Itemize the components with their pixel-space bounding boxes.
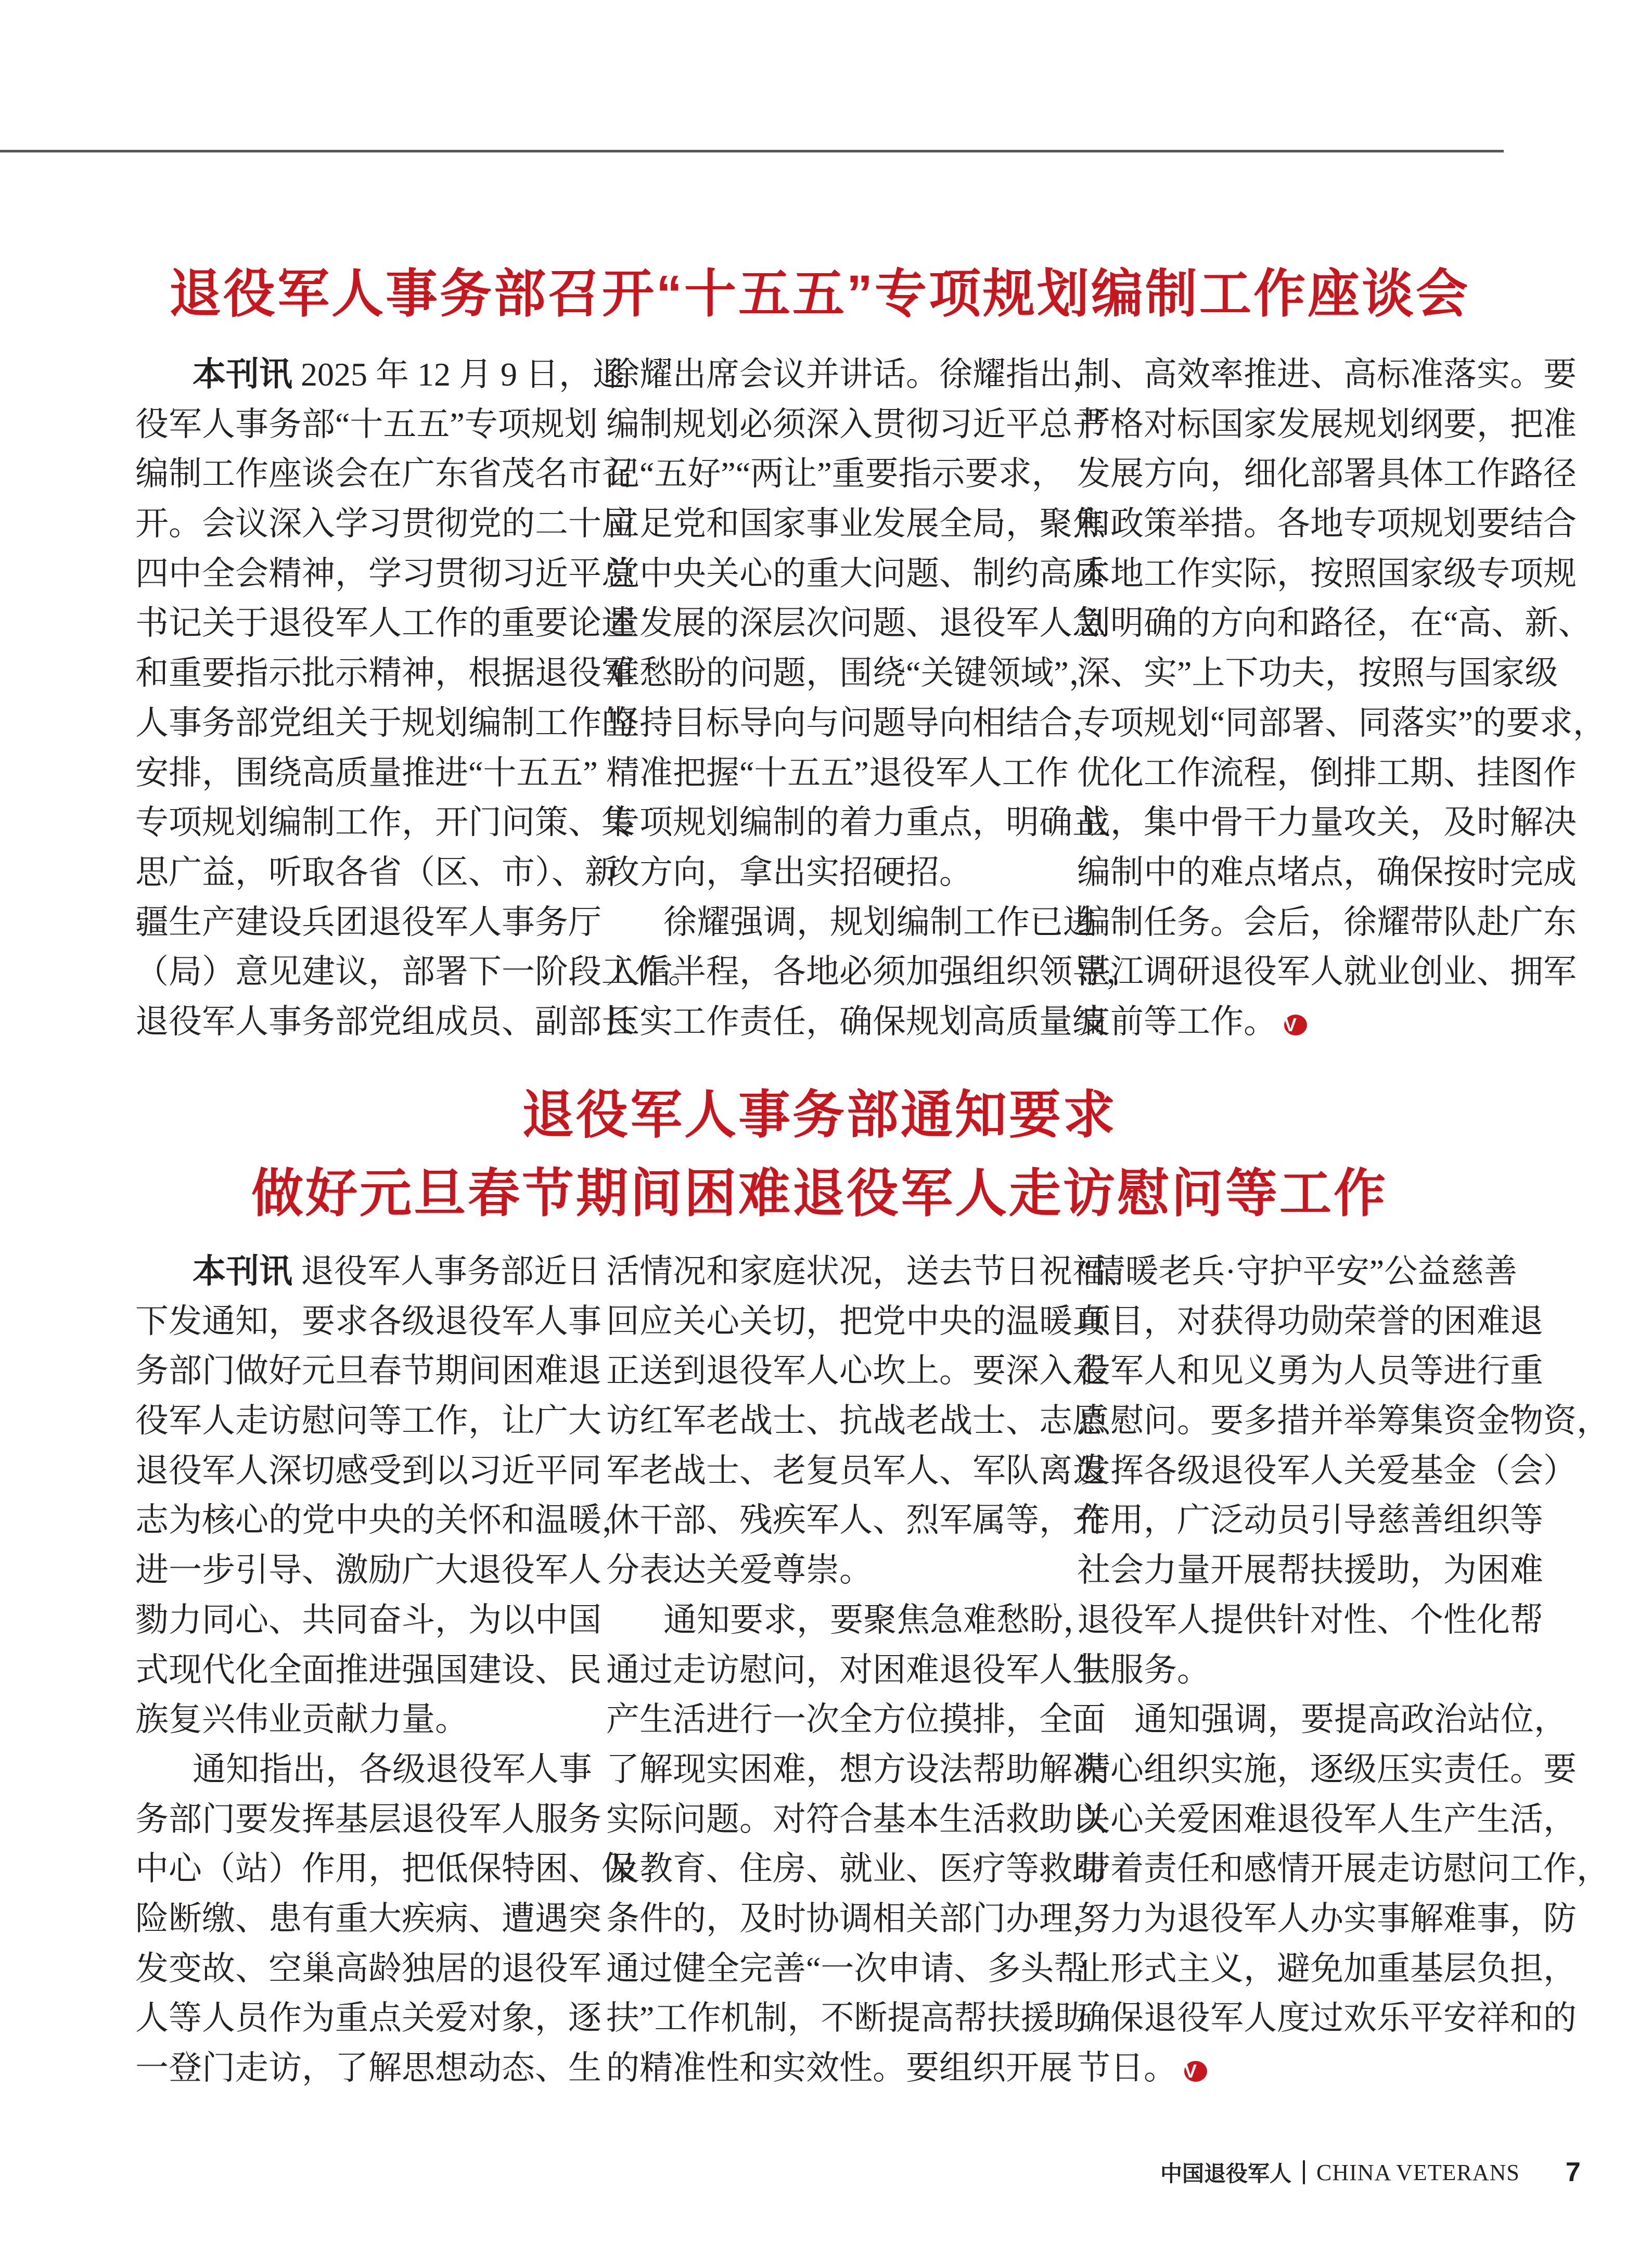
text-line [135,1297,601,1347]
text-line [1077,2043,1504,2093]
text-line [135,1346,601,1396]
text-line [135,698,635,748]
dateline-lead: 本刊讯 [193,355,292,393]
line-text: 退役军人深切感受到以习近平同 [135,1452,601,1489]
line-text: 勠力同心、共同奋斗，为以中国 [135,1601,601,1638]
text-line [1077,1297,1543,1347]
line-text: 发展方向，细化部署具体工作路径 [1077,455,1577,493]
line-text: 支前等工作。 [1077,1003,1277,1040]
line-text: 努力为退役军人办实事解难事，防 [1077,1900,1577,1937]
text-line [606,1346,1106,1396]
line-text: 点慰问。要多措并举筹集资金物资， [1077,1402,1610,1440]
line-text: 及教育、住房、就业、医疗等救助 [606,1850,1106,1888]
text-line [606,400,1106,450]
text-line [1077,1247,1518,1297]
line-text: 压实工作责任，确保规划高质量编 [606,1003,1106,1040]
text-line [1077,499,1577,549]
line-text: 进一步引导、激励广大退役军人 [135,1552,601,1589]
line-text: 人等人员作为重点关爱对象，逐 [135,2000,601,2037]
line-text: 休干部、残疾军人、烈军属等，充 [606,1502,1106,1539]
text-line [135,2043,601,2093]
line-text: 湛江调研退役军人就业创业、拥军 [1077,953,1577,991]
line-text: 四中全会精神，学习贯彻习近平总 [135,555,635,592]
text-line [606,798,1106,848]
line-text: 入后半程，各地必须加强组织领导， [606,953,1139,991]
line-text: 带着责任和感情开展走访慰问工作， [1077,1850,1610,1888]
line-text: 精准把握“十五五”退役军人工作 [606,754,1069,791]
line-text: 扶服务。 [1077,1651,1210,1688]
text-line [135,1844,635,1894]
line-text: 式现代化全面推进强国建设、民 [135,1651,601,1688]
text-line [606,1297,1106,1347]
text-line [135,350,625,400]
line-text: 务部门做好元旦春节期间困难退 [135,1352,601,1390]
text-line [606,1396,1106,1446]
text-line [1077,400,1577,450]
magazine-name-cn: 中国退役军人 [1160,2161,1292,2186]
text-line [135,598,635,648]
line-text: 人事务部党组关于规划编制工作的 [135,704,635,741]
text-line [606,648,1102,698]
text-line [1077,848,1577,898]
text-line [606,848,1033,898]
line-text: 通知要求，要聚焦急难愁盼， [663,1601,1096,1638]
line-text: 止形式主义，避免加重基层负担， [1077,1950,1577,1987]
text-line [1077,1595,1543,1645]
text-line [606,698,1106,748]
text-line [1077,1495,1543,1545]
text-line [1077,350,1577,400]
text-line [1077,1446,1577,1496]
line-text: 的精准性和实效性。要组织开展 [606,2049,1072,2086]
text-line [1077,1645,1504,1695]
line-text: 役军人和见义勇为人员等进行重 [1077,1352,1543,1390]
text-line [606,748,1069,798]
text-line [135,748,598,798]
text-line [135,1247,600,1297]
text-line [135,997,635,1047]
text-line [606,1495,1106,1545]
line-text: 精心组织实施，逐级压实责任。要 [1077,1750,1577,1788]
article1-title: 退役军人事务部召开“十五五”专项规划编制工作座谈会 [169,265,1470,323]
line-text: 深、实”上下功夫，按照与国家级 [1077,655,1558,692]
line-text: 严格对标国家发展规划纲要，把准 [1077,405,1577,443]
text-line [135,1993,601,2043]
article2-title-line1: 退役军人事务部通知要求 [522,1086,1117,1144]
line-text: 专项规划编制工作，开门问策、集 [135,804,635,841]
line-text: 社会力量开展帮扶援助，为困难 [1077,1552,1543,1589]
line-text: 族复兴伟业贡献力量。 [135,1701,468,1738]
line-text: （局）意见建议，部署下一阶段工作。 [135,953,701,991]
line-text: 分表达关爱尊崇。 [606,1552,873,1589]
line-text: 中心（站）作用，把低保特困、保 [135,1850,635,1888]
line-text: 发变故、空巢高龄独居的退役军 [135,1950,601,1987]
text-line [135,449,635,499]
text-line [135,1595,601,1645]
page-footer [1160,2151,1581,2193]
line-text: 下发通知，要求各级退役军人事 [135,1302,601,1340]
text-line [135,1695,562,1745]
text-line [1077,1795,1577,1844]
line-text: 通知指出，各级退役军人事 [193,1750,592,1788]
text-line [1077,1695,1567,1745]
line-text: 务部门要发挥基层退役军人服务 [135,1800,601,1838]
text-line [606,1645,1106,1695]
footer-divider [1303,2160,1305,2184]
text-line [1077,598,1592,648]
line-text: 退役军人提供针对性、个性化帮 [1077,1601,1543,1638]
text-line [1077,1844,1610,1894]
line-text: 条件的，及时协调相关部门办理， [606,1900,1106,1937]
veterans-logo-icon: V [1284,1015,1307,1035]
text-line [606,947,1139,997]
text-line [606,1595,1096,1645]
text-line [606,549,1106,599]
text-line [135,1745,592,1795]
text-line [1077,1993,1577,2043]
text-line [135,1545,601,1595]
article1-column-3 [1077,350,1606,1047]
line-text: 军老战士、老复员军人、军队离退 [606,1452,1106,1489]
line-text: 活情况和家庭状况，送去节日祝福、 [606,1253,1139,1290]
text-line [1077,898,1577,947]
line-text: 退役军人事务部党组成员、副部长 [135,1003,635,1040]
veterans-logo-icon: V [1184,2061,1207,2082]
line-text: 险断缴、患有重大疾病、遭遇突 [135,1900,601,1937]
line-text: 发挥各级退役军人关爱基金（会） [1077,1452,1577,1489]
line-text: 攻方向，拿出实招硬招。 [606,853,972,891]
line-text: 项目，对获得功勋荣誉的困难退 [1077,1302,1543,1340]
text-line [1077,947,1577,997]
line-text: 编制规划必须深入贯彻习近平总书 [606,405,1106,443]
text-line [606,1993,1087,2043]
line-text: 制、高效率推进、高标准落实。要 [1077,356,1577,393]
header-rule [0,150,1504,152]
line-text: 本地工作实际，按照国家级专项规 [1077,555,1577,592]
text-line [1077,798,1577,848]
text-line [135,1894,601,1944]
line-text: 和重要指示批示精神，根据退役军 [135,655,635,692]
text-line [1077,1944,1577,1994]
line-text: 量发展的深层次问题、退役军人急 [606,605,1106,642]
text-line [606,997,1106,1047]
line-text: 退役军人事务部近日 [292,1253,600,1290]
line-text: 通过健全完善“一次申请、多头帮 [606,1950,1087,1987]
line-text: 疆生产建设兵团退役军人事务厅 [135,903,601,941]
text-line [606,1446,1106,1496]
line-text: 役军人事务部“十五五”专项规划 [135,405,598,443]
text-line [606,898,1096,947]
text-line [1077,549,1577,599]
line-text: 确保退役军人度过欢乐平安祥和的 [1077,2000,1577,2037]
text-line [135,947,701,997]
text-line [135,1446,601,1496]
text-line [606,1844,1106,1894]
article2-column-1 [135,1247,635,2093]
text-line [606,1545,1033,1595]
line-text: 节日。 [1077,2049,1177,2086]
article2-column-2 [606,1247,1139,2093]
text-line [606,1745,1106,1795]
text-line [606,1944,1087,1994]
line-text: 通知强调，要提高政治站位， [1134,1701,1567,1738]
line-text: 关心关爱困难退役军人生产生活， [1077,1800,1577,1838]
line-text: 实际问题。对符合基本生活救助以 [606,1800,1106,1838]
line-text: 开。会议深入学习贯彻党的二十届 [135,505,635,543]
line-text: 专项规划编制的着力重点，明确主 [606,804,1106,841]
article1-column-2 [606,350,1139,1047]
line-text: 扶”工作机制，不断提高帮扶援助 [606,2000,1087,2037]
page-number: 7 [1565,2157,1581,2187]
text-line [606,1795,1106,1844]
line-text: 划明确的方向和路径，在“高、新、 [1077,605,1592,642]
line-text: 编制中的难点堵点，确保按时完成 [1077,853,1577,891]
text-line [135,648,635,698]
text-line [1077,748,1577,798]
line-text: 战，集中骨干力量攻关，及时解决 [1077,804,1577,841]
line-text: 书记关于退役军人工作的重要论述 [135,605,635,642]
text-line [1077,449,1577,499]
text-line [606,350,1106,400]
line-text: 立足党和国家事业发展全局，聚焦 [606,505,1106,543]
line-text: 正送到退役军人心坎上。要深入走 [606,1352,1106,1390]
text-line [1077,1545,1543,1595]
text-line [606,1695,1106,1745]
line-text: 专项规划“同部署、同落实”的要求， [1077,704,1606,741]
dateline-lead: 本刊讯 [193,1252,292,1290]
article2-column-3 [1077,1247,1610,2093]
line-text: 了解现实困难，想方设法帮助解决 [606,1750,1106,1788]
text-line [135,1495,635,1545]
article1-column-1 [135,350,701,1047]
line-text: 安排，围绕高质量推进“十五五” [135,754,598,791]
line-text: 坚持目标导向与问题导向相结合， [606,704,1106,741]
text-line [135,499,635,549]
text-line [135,848,618,898]
line-text: 作用，广泛动员引导慈善组织等 [1077,1502,1543,1539]
line-text: 编制工作座谈会在广东省茂名市召 [135,455,635,493]
text-line [1077,997,1504,1047]
line-text: 党中央关心的重大问题、制约高质 [606,555,1106,592]
line-text: 思广益，听取各省（区、市）、新 [135,853,618,891]
text-line [1077,1745,1577,1795]
text-line [1077,698,1606,748]
text-line [135,549,635,599]
line-text: 通过走访慰问，对困难退役军人生 [606,1651,1106,1688]
line-text: 役军人走访慰问等工作，让广大 [135,1402,601,1440]
text-line [606,1247,1139,1297]
line-text: 徐耀强调，规划编制工作已进 [663,903,1096,941]
text-line [135,1396,601,1446]
text-line [135,1944,601,1994]
text-line [1077,1346,1543,1396]
text-line [1077,648,1558,698]
text-line [135,1795,601,1844]
line-text: 优化工作流程，倒排工期、挂图作 [1077,754,1577,791]
line-text: 回应关心关切，把党中央的温暖真 [606,1302,1106,1340]
text-line [135,1645,601,1695]
line-text: 一登门走访，了解思想动态、生 [135,2049,601,2086]
text-line [606,1894,1106,1944]
text-line [1077,1894,1577,1944]
text-line [606,499,1106,549]
text-line [606,2043,1072,2093]
line-text: 和政策举措。各地专项规划要结合 [1077,505,1577,543]
line-text: 记“五好”“两让”重要指示要求， [606,455,1065,493]
text-line [1077,1396,1610,1446]
text-line [606,449,1065,499]
line-text: 访红军老战士、抗战老战士、志愿 [606,1402,1106,1440]
line-text: 徐耀出席会议并讲话。徐耀指出， [606,356,1106,393]
text-line [135,400,598,450]
line-text: “情暖老兵·守护平安”公益慈善 [1077,1253,1518,1290]
line-text: 2025 年 12 月 9 日，退 [292,356,625,393]
line-text: 难愁盼的问题，围绕“关键领域”， [606,655,1102,692]
line-text: 产生活进行一次全方位摸排，全面 [606,1701,1106,1738]
text-line [606,598,1106,648]
line-text: 编制任务。会后，徐耀带队赴广东 [1077,903,1577,941]
line-text: 志为核心的党中央的关怀和温暖， [135,1502,635,1539]
magazine-name-en: CHINA VETERANS [1316,2159,1520,2185]
text-line [135,898,601,947]
article2-title-line2: 做好元旦春节期间困难退役军人走访慰问等工作 [251,1164,1388,1223]
text-line [135,798,635,848]
